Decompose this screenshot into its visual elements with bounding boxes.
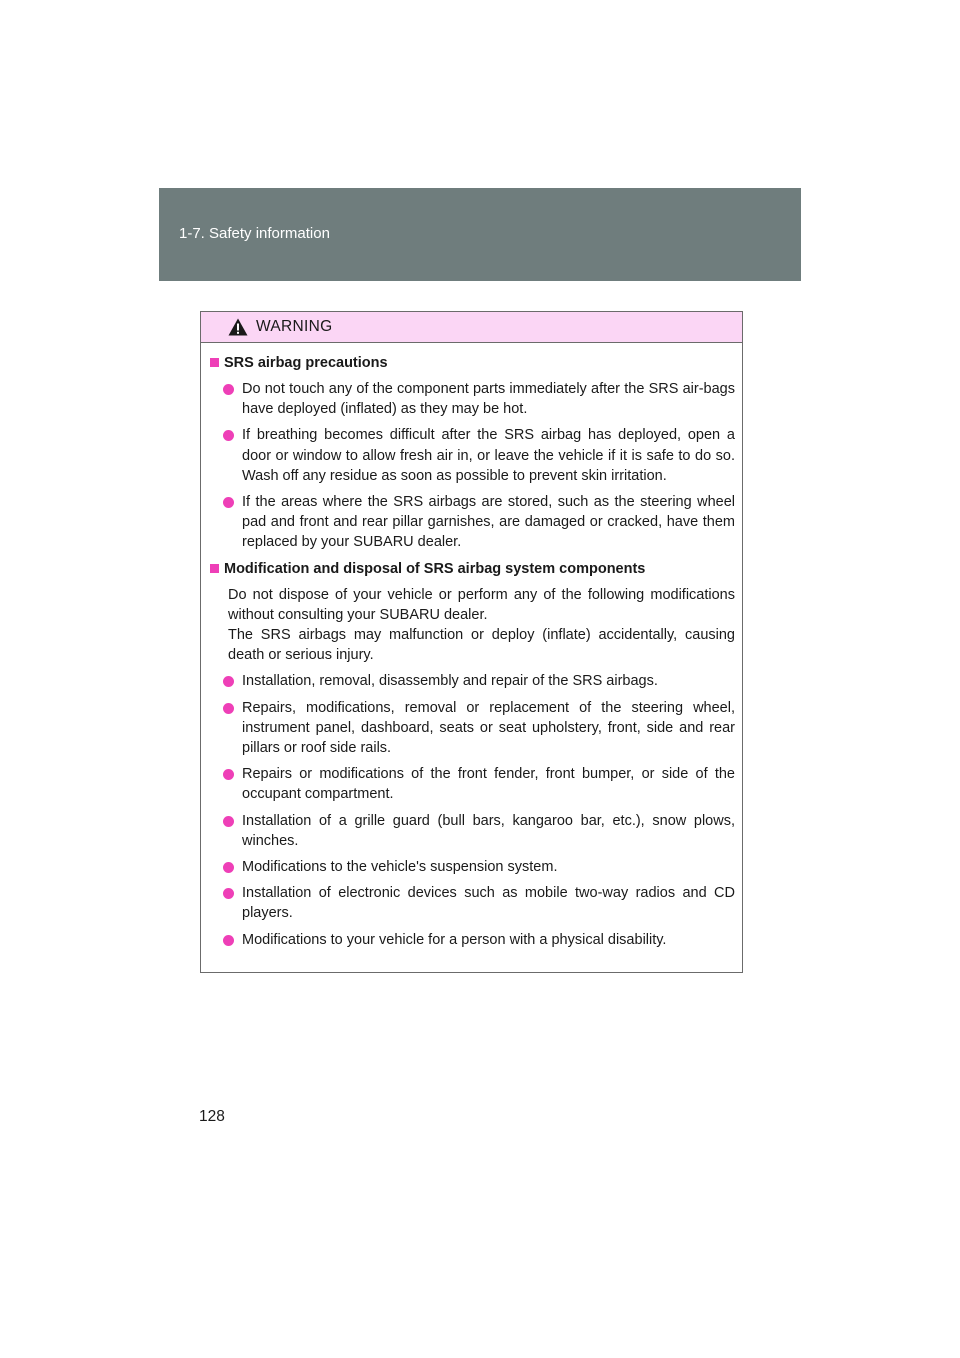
round-bullet-icon xyxy=(223,769,234,780)
round-bullet-icon xyxy=(223,816,234,827)
warning-header xyxy=(201,312,742,343)
square-bullet-icon xyxy=(210,358,219,367)
paragraph: Do not dispose of your vehicle or perform any of the following modifications without consulting your SUBARU dealer. The SRS airbags may malfunction or deploy (inflate) accidentally, causing death or serious injury. xyxy=(228,586,735,664)
page-number: 128 xyxy=(199,1108,225,1125)
section-title: 1-7. Safety information xyxy=(179,225,330,242)
round-bullet-icon xyxy=(223,497,234,508)
list-item: If the areas where the SRS airbags are stored, such as the steering wheel pad and front and rear pillar garnishes, are damaged or cracked, have them replaced by your SUBARU dealer. xyxy=(210,492,735,553)
list-item: Modifications to your vehicle for a person with a physical disability. xyxy=(210,930,735,950)
round-bullet-icon xyxy=(223,384,234,395)
round-bullet-icon xyxy=(223,862,234,873)
list-item: Repairs, modifications, removal or replacement of the steering wheel, instrument panel, dashboard, seats or seat upholstery, front, side and rear pillars or roof side rails. xyxy=(210,698,735,759)
list-item: Installation of a grille guard (bull bars, kangaroo bar, etc.), snow plows, winches. xyxy=(210,811,735,851)
round-bullet-icon xyxy=(223,676,234,687)
list-item: If breathing becomes difficult after the SRS airbag has deployed, open a door or window to allow fresh air in, or leave the vehicle if it is safe to do so. Wash off any residue as soon as possible to prevent skin irritation. xyxy=(210,425,735,486)
list-item: Modifications to the vehicle's suspension system. xyxy=(210,857,735,877)
list-item: Installation of electronic devices such as mobile two-way radios and CD players. xyxy=(210,883,735,923)
section-heading: Modification and disposal of SRS airbag system components xyxy=(210,559,735,579)
section-heading: SRS airbag precautions xyxy=(210,353,735,373)
list-item: Do not touch any of the component parts immediately after the SRS air-bags have deployed (inflated) as they may be hot. xyxy=(210,379,735,419)
square-bullet-icon xyxy=(210,564,219,573)
round-bullet-icon xyxy=(223,888,234,899)
warning-box xyxy=(200,311,743,973)
round-bullet-icon xyxy=(223,935,234,946)
round-bullet-icon xyxy=(223,430,234,441)
warning-label: WARNING xyxy=(256,318,333,335)
section-header-band xyxy=(159,188,801,281)
round-bullet-icon xyxy=(223,703,234,714)
warning-triangle-icon xyxy=(228,318,248,336)
list-item: Repairs or modifications of the front fender, front bumper, or side of the occupant compartment. xyxy=(210,764,735,804)
warning-body xyxy=(201,343,742,972)
list-item: Installation, removal, disassembly and repair of the SRS airbags. xyxy=(210,671,735,691)
